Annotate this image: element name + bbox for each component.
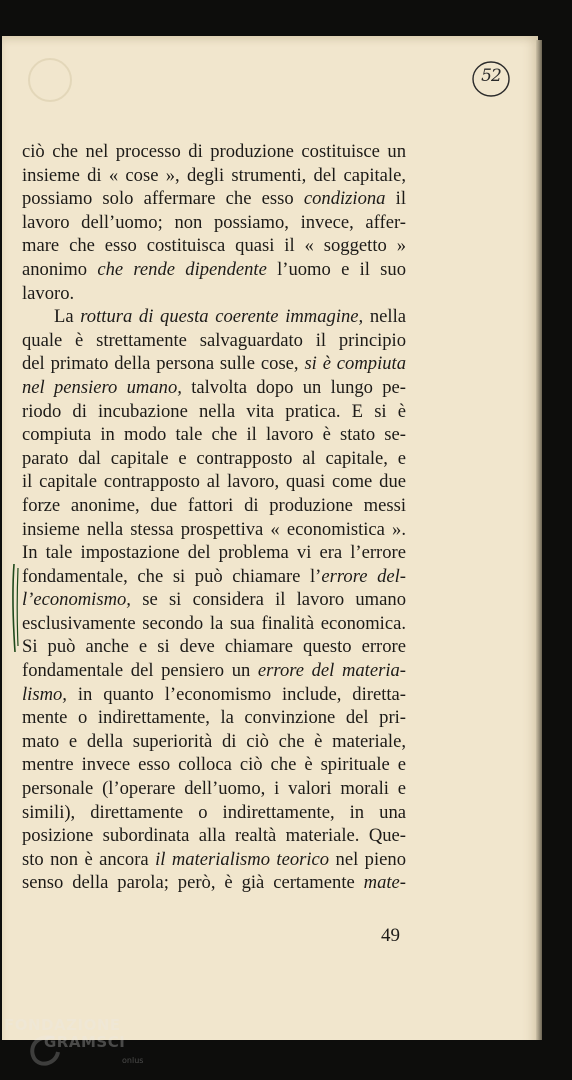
margin-annotation-mark	[10, 562, 22, 654]
text-line	[22, 258, 406, 282]
italic-text-segment: mate-	[363, 872, 406, 894]
text-line	[22, 871, 406, 895]
italic-text-segment: errore del-	[321, 565, 406, 587]
text-line	[22, 423, 406, 447]
archive-number-text: 52	[481, 66, 501, 86]
text-line	[22, 824, 406, 848]
text-line	[22, 140, 406, 164]
text-line	[22, 187, 406, 211]
text-segment: La	[54, 306, 81, 328]
text-segment: fondamentale del pensiero un	[22, 660, 258, 682]
italic-text-segment: il materialismo teorico	[155, 848, 330, 870]
text-line	[22, 848, 406, 872]
text-line	[22, 730, 406, 754]
text-segment: esclusivamente secondo la sua finalità economica.	[22, 612, 406, 634]
text-line	[22, 376, 406, 400]
text-segment: ciò che nel processo di produzione costituisce un	[22, 141, 406, 162]
text-segment: senso della parola; però, è già certamente	[22, 872, 364, 894]
page-edge-shadow	[536, 40, 542, 1060]
italic-text-segment: che rende dipendente	[97, 258, 267, 280]
italic-text-segment: condiziona	[303, 188, 386, 210]
handwritten-archive-number	[470, 58, 512, 100]
italic-text-segment: lismo,	[22, 683, 67, 705]
text-line	[22, 329, 406, 353]
text-line	[22, 470, 406, 494]
text-segment: mente o indirettamente, la convinzione del pri-	[22, 707, 406, 729]
italic-text-segment: l’economismo,	[22, 589, 131, 611]
text-segment: nella	[363, 306, 406, 328]
italic-text-segment: nel pensiero umano,	[22, 376, 182, 398]
text-segment: lavoro.	[22, 282, 75, 304]
text-line	[22, 494, 406, 518]
text-line	[22, 683, 406, 707]
text-segment: simili), direttamente o indirettamente, in una	[22, 801, 406, 823]
text-segment: quale è strettamente salvaguardato il principio	[22, 329, 406, 351]
text-segment: posizione subordinata alla realtà materiale. Que-	[22, 825, 406, 847]
text-segment: il capitale contrapposto al lavoro, quasi come due	[22, 471, 406, 493]
text-segment: parato dal capitale e contrapposto al capitale, e	[22, 447, 406, 469]
text-line	[22, 588, 406, 612]
text-line	[22, 282, 406, 306]
text-segment: Si può anche e si deve chiamare questo errore	[22, 636, 406, 658]
text-segment: talvolta dopo un lungo pe-	[181, 376, 406, 398]
italic-text-segment: rottura di questa coerente immagine,	[80, 306, 364, 328]
text-line	[22, 518, 406, 542]
text-line	[22, 565, 406, 589]
text-segment: compiuta in modo tale che il lavoro è stato se-	[22, 424, 406, 446]
text-line	[22, 753, 406, 777]
text-line	[22, 447, 406, 471]
fondazione-gramsci-watermark	[4, 1016, 154, 1080]
text-segment: forze anonime, due fattori di produzione messi	[22, 494, 406, 516]
text-line	[22, 164, 406, 188]
text-segment: possiamo solo affermare che esso	[22, 188, 304, 210]
text-segment: in quanto l’economismo include, diretta-	[66, 683, 406, 705]
text-segment: anonimo	[22, 258, 98, 280]
text-segment: mare che esso costituisca quasi il « soggetto »	[22, 235, 406, 257]
watermark-line-3: onlus	[122, 1056, 144, 1065]
text-segment: mato e della superiorità di ciò che è materiale,	[22, 730, 406, 752]
italic-text-segment: errore del materia-	[257, 660, 406, 682]
watermark-line-2: GRAMSCI	[44, 1033, 126, 1051]
body-text	[22, 140, 406, 895]
text-segment: mentre invece esso colloca ciò che è spirituale e	[22, 754, 406, 776]
text-line	[22, 541, 406, 565]
text-segment: insieme di « cose », degli strumenti, del capitale,	[22, 164, 406, 186]
text-segment: l’uomo e il suo	[266, 258, 406, 280]
text-line	[22, 234, 406, 258]
text-segment: del primato della persona sulle cose,	[22, 353, 305, 375]
text-line	[22, 352, 406, 376]
text-segment: In tale impostazione del problema vi era l’errore	[22, 542, 406, 564]
text-line	[22, 612, 406, 636]
italic-text-segment: si è compiuta	[304, 353, 406, 375]
text-line	[22, 801, 406, 825]
text-segment: nel pieno	[329, 848, 406, 870]
text-segment: insieme nella stessa prospettiva « economistica ».	[22, 518, 406, 540]
text-line	[22, 659, 406, 683]
text-segment: fondamentale, che si può chiamare l’	[22, 565, 322, 587]
text-segment: riodo di incubazione nella vita pratica. E si è	[22, 400, 406, 422]
text-line	[22, 400, 406, 424]
text-line	[22, 635, 406, 659]
watermark-line-1: FONDAZIONE	[4, 1016, 121, 1034]
text-line	[22, 706, 406, 730]
text-segment: lavoro dell’uomo; non possiamo, invece, affer-	[22, 211, 406, 233]
faint-stamp-mark	[28, 58, 72, 102]
text-segment: sto non è ancora	[22, 848, 156, 870]
page-number: 49	[381, 925, 400, 946]
text-segment: personale (l’operare dell’uomo, i valori morali e	[22, 778, 406, 800]
text-segment: se si considera il lavoro umano	[130, 589, 406, 611]
text-segment: il	[385, 188, 406, 210]
text-line	[22, 211, 406, 235]
text-line	[22, 777, 406, 801]
text-line	[22, 305, 406, 329]
